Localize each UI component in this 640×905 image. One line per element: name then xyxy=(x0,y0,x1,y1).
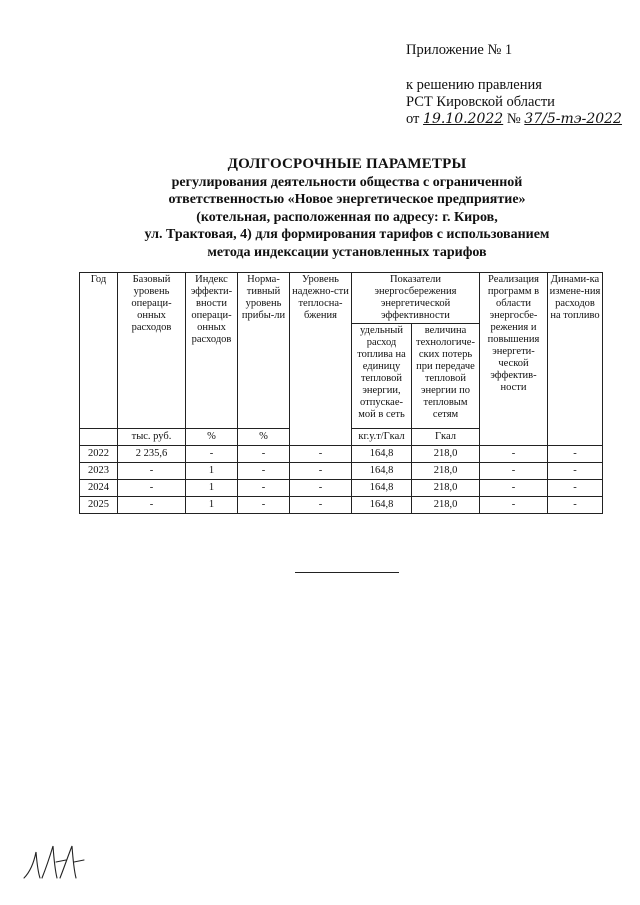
decision-date: 19.10.2022 xyxy=(423,111,504,127)
cell-year: 2025 xyxy=(80,497,118,514)
cell-dynamics: - xyxy=(548,446,603,463)
cell-fuel: 164,8 xyxy=(352,463,412,480)
header-energy-saving: Показатели энергосбережения энергетической эффективности xyxy=(352,273,480,324)
cell-reliability: - xyxy=(290,463,352,480)
table-row xyxy=(80,497,603,514)
header-efficiency-index: Индекс эффекти-вности операци-онных расходов xyxy=(186,273,238,429)
appendix-number: Приложение № 1 xyxy=(406,42,513,58)
header-base-costs: Базовый уровень операци-онных расходов xyxy=(118,273,186,429)
cell-index: - xyxy=(186,446,238,463)
table-row xyxy=(80,463,603,480)
cell-profit: - xyxy=(238,480,290,497)
cell-reliability: - xyxy=(290,497,352,514)
unit-base: тыс. руб. xyxy=(118,429,186,446)
cell-losses: 218,0 xyxy=(412,463,480,480)
title-line-1: ДОЛГОСРОЧНЫЕ ПАРАМЕТРЫ xyxy=(227,156,467,172)
header-specific-fuel: удельный расход топлива на единицу тепловой энергии, отпускае-мой в сеть xyxy=(352,324,412,429)
cell-reliability: - xyxy=(290,446,352,463)
cell-dynamics: - xyxy=(548,480,603,497)
table-row xyxy=(80,480,603,497)
cell-programs: - xyxy=(480,463,548,480)
cell-year: 2024 xyxy=(80,480,118,497)
number-label: № xyxy=(506,111,521,127)
title-line-6: метода индексации установленных тарифов xyxy=(207,244,487,260)
cell-programs: - xyxy=(480,446,548,463)
unit-index: % xyxy=(186,429,238,446)
cell-fuel: 164,8 xyxy=(352,480,412,497)
document-title xyxy=(96,156,598,261)
header-losses: величина технологиче-ских потерь при передаче тепловой энергии по тепловым сетям xyxy=(412,324,480,429)
unit-losses: Гкал xyxy=(412,429,480,446)
cell-base: - xyxy=(118,463,186,480)
header-programs: Реализация программ в области энергосбе-режения и повышения энергети-ческой эффектив-ности xyxy=(480,273,548,446)
cell-year: 2022 xyxy=(80,446,118,463)
cell-base: 2 235,6 xyxy=(118,446,186,463)
cell-index: 1 xyxy=(186,480,238,497)
cell-index: 1 xyxy=(186,463,238,480)
cell-profit: - xyxy=(238,446,290,463)
cell-profit: - xyxy=(238,497,290,514)
cell-programs: - xyxy=(480,480,548,497)
appendix-authority: РСТ Кировской области xyxy=(406,94,555,110)
cell-base: - xyxy=(118,480,186,497)
signature-mark xyxy=(20,838,90,886)
cell-index: 1 xyxy=(186,497,238,514)
title-line-4: (котельная, расположенная по адресу: г. Киров, xyxy=(196,209,498,225)
title-line-3: ответственностью «Новое энергетическое предприятие» xyxy=(168,192,526,207)
header-year: Год xyxy=(80,273,118,429)
appendix-decision: к решению правления xyxy=(406,77,542,93)
unit-profit: % xyxy=(238,429,290,446)
title-line-5: ул. Трактовая, 4) для формирования тарифов с использованием xyxy=(144,227,550,242)
cell-year: 2023 xyxy=(80,463,118,480)
unit-specific-fuel: кг.у.т/Гкал xyxy=(352,429,412,446)
header-fuel-dynamics: Динами-ка измене-ния расходов на топливо xyxy=(548,273,603,446)
cell-losses: 218,0 xyxy=(412,446,480,463)
cell-profit: - xyxy=(238,463,290,480)
from-label: от xyxy=(406,111,420,127)
cell-programs: - xyxy=(480,497,548,514)
parameters-table xyxy=(79,272,603,514)
header-reliability: Уровень надежно-сти теплосна-бжения xyxy=(290,273,352,446)
appendix-block xyxy=(406,42,622,128)
cell-losses: 218,0 xyxy=(412,480,480,497)
cell-reliability: - xyxy=(290,480,352,497)
cell-base: - xyxy=(118,497,186,514)
cell-fuel: 164,8 xyxy=(352,497,412,514)
cell-fuel: 164,8 xyxy=(352,446,412,463)
table-row xyxy=(80,446,603,463)
cell-losses: 218,0 xyxy=(412,497,480,514)
cell-dynamics: - xyxy=(548,497,603,514)
decision-number: 37/5-тэ-2022 xyxy=(524,111,622,127)
title-line-2: регулирования деятельности общества с ограниченной xyxy=(171,174,523,190)
cell-dynamics: - xyxy=(548,463,603,480)
appendix-date-line xyxy=(406,111,622,128)
separator-line xyxy=(295,572,399,573)
header-profit-level: Норма-тивный уровень прибы-ли xyxy=(238,273,290,429)
unit-year xyxy=(80,429,118,446)
